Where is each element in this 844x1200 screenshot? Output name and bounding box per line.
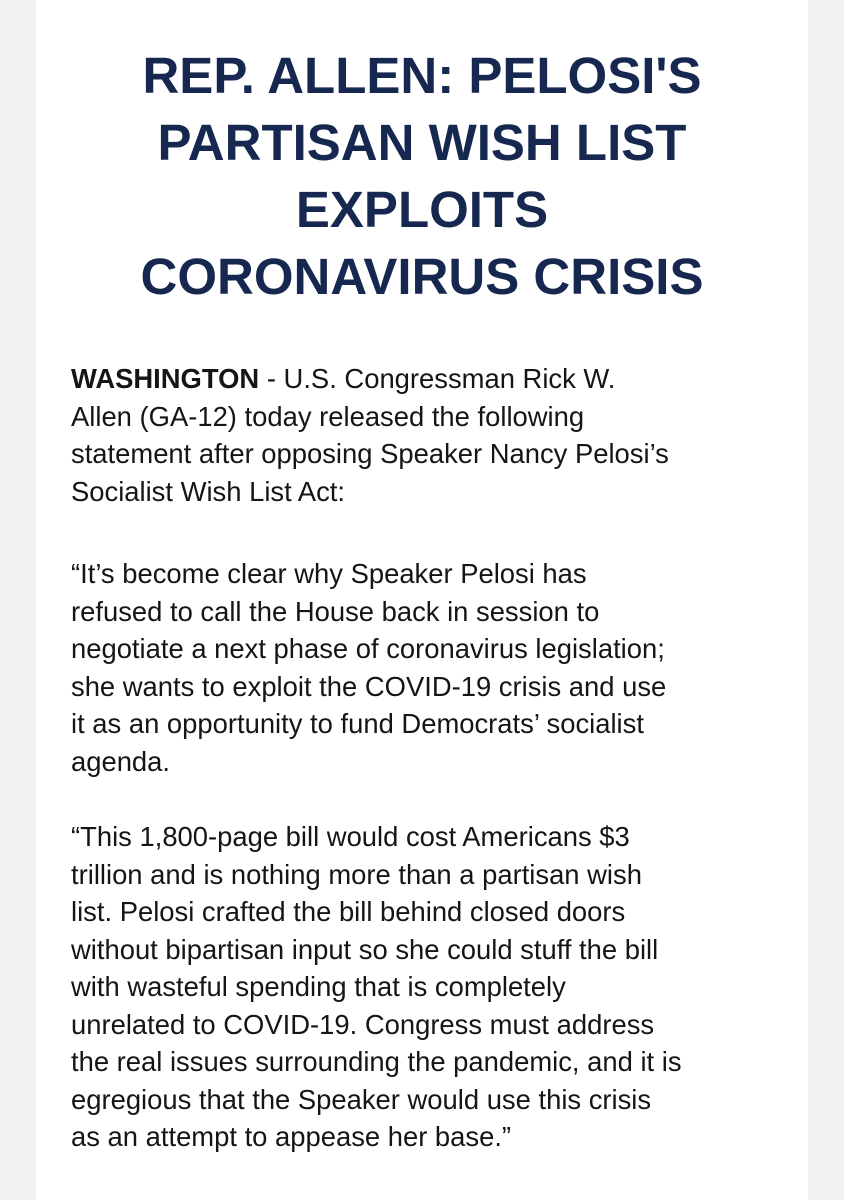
quote2-line-6: unrelated to COVID-19. Congress must address [71,1008,655,1040]
quote2-line-7: the real issues surrounding the pandemic, and it is [71,1046,682,1077]
quote1-line-2: refused to call the House back in session to [71,595,600,627]
quote-paragraph-1 [71,555,781,780]
quote2-line-1: “This 1,800-page bill would cost Americans $3 [71,821,630,852]
quote2-line-9: as an attempt to appease her base.” [71,1121,512,1152]
quote1-line-6: agenda. [71,745,171,777]
quote2-line-8: egregious that the Speaker would use this crisis [71,1083,652,1115]
quote-paragraph-2 [71,818,781,1156]
intro-paragraph [71,360,781,510]
intro-line-1-text: - U.S. Congressman Rick W. [259,363,616,394]
headline-line-4: CORONAVIRUS CRISIS [140,248,704,305]
press-release-page [36,0,808,1200]
intro-line-1 [71,360,781,398]
headline-line-2: PARTISAN WISH LIST [157,114,687,171]
quote1-line-5: it as an opportunity to fund Democrats’ socialist [71,708,644,739]
headline-line-3: EXPLOITS [295,181,549,238]
quote1-line-1: “It’s become clear why Speaker Pelosi has [71,558,587,589]
left-margin-strip [0,0,36,1200]
quote1-line-3: negotiate a next phase of coronavirus legislation; [71,633,665,664]
intro-line-3: statement after opposing Speaker Nancy Pelosi’s [71,438,669,469]
quote2-line-4: without bipartisan input so she could stuff the bill [71,933,659,965]
quote2-line-5: with wasteful spending that is completely [71,971,566,1002]
dateline: WASHINGTON [71,363,260,394]
headline-line-1: REP. ALLEN: PELOSI'S [142,47,702,104]
quote1-line-4: she wants to exploit the COVID-19 crisis and use [71,670,667,702]
intro-line-4: Socialist Wish List Act: [71,475,345,507]
headline [36,42,808,310]
quote2-line-3: list. Pelosi crafted the bill behind closed doors [71,896,626,927]
right-margin-strip [808,0,844,1200]
intro-line-2: Allen (GA-12) today released the following [71,400,585,432]
quote2-line-2: trillion and is nothing more than a partisan wish [71,858,642,890]
